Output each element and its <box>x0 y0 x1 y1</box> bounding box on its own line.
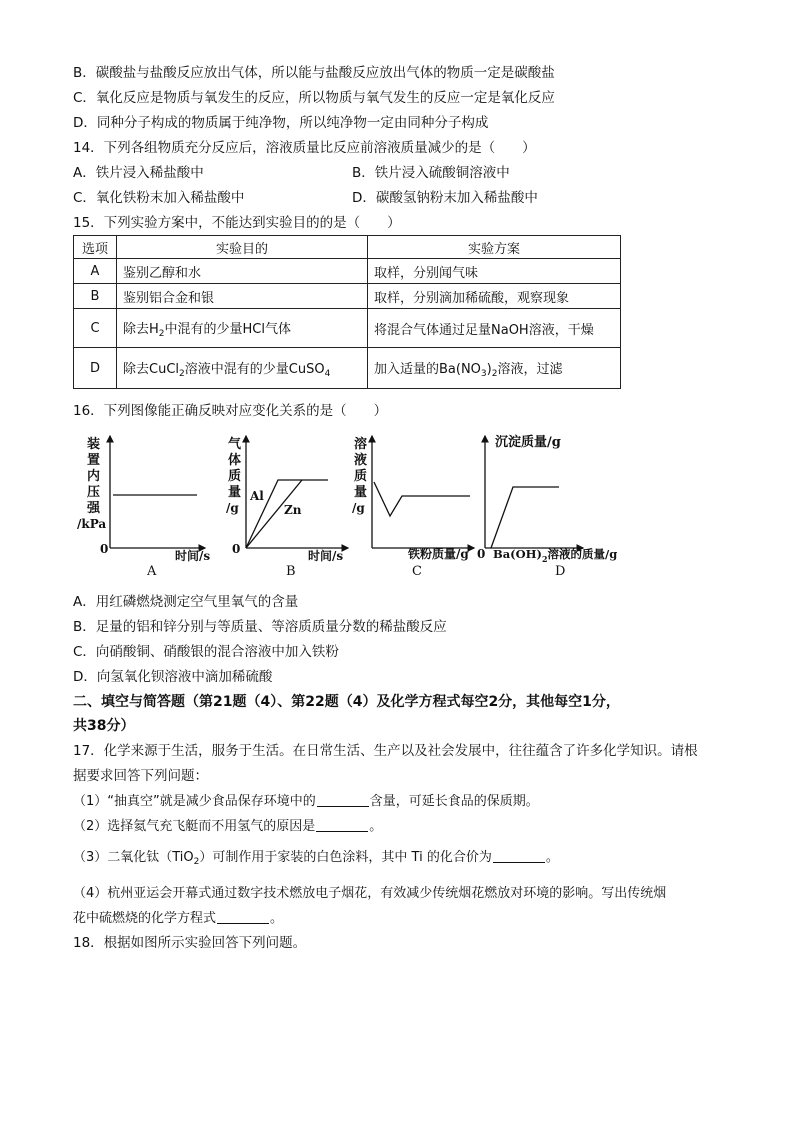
q14-option-c: C．氧化铁粉末加入稀盐酸中 <box>73 190 245 206</box>
svg-text:/g: /g <box>226 501 239 515</box>
svg-text:气: 气 <box>228 437 242 452</box>
q15-stem: 15．下列实验方案中，不能达到实验目的的是（ ） <box>73 215 401 231</box>
graph-d-curve <box>491 487 559 548</box>
table-header-row <box>74 236 621 259</box>
graph-c-tag: C <box>412 564 422 579</box>
q14-stem: 14．下列各组物质充分反应后，溶液质量比反应前溶液质量减少的是（ ） <box>73 140 536 156</box>
answer-blank[interactable] <box>316 817 368 832</box>
graph-b-label-al: Al <box>250 489 264 503</box>
graph-d <box>477 432 637 582</box>
row-goal: 除去CuCl$_2$溶液中混有的少量CuSO$_4$ <box>117 348 368 389</box>
svg-text:装: 装 <box>87 437 101 452</box>
q15-table <box>73 235 621 389</box>
svg-text:溶: 溶 <box>354 437 368 452</box>
graph-d-xlabel: $Ba(OH)_2$溶液的质量/g <box>493 547 618 564</box>
graph-a-tag: A <box>147 564 157 579</box>
svg-text:质: 质 <box>228 469 242 484</box>
graph-b-origin: 0 <box>232 542 241 556</box>
q17-part1: （1）“抽真空”就是减少食品保存环境中的 含量，可延长食品的保质期。 <box>73 794 539 809</box>
table-row <box>74 259 621 284</box>
row-option: A <box>74 259 117 284</box>
q17-part4: （4）杭州亚运会开幕式通过数字技术燃放电子烟花，有效减少传统烟花燃放对环境的影响。写出传统烟 <box>73 886 667 901</box>
svg-text:体: 体 <box>228 453 242 468</box>
graph-b-xlabel: 时间/s <box>308 549 344 563</box>
svg-text:量: 量 <box>354 485 368 500</box>
graph-b-label-zn: Zn <box>284 503 302 517</box>
q16-option-a: A．用红磷燃烧测定空气里氧气的含量 <box>73 594 299 610</box>
q17-part4-cont: 花中硫燃烧的化学方程式 。 <box>73 911 284 926</box>
row-goal: 鉴别乙醇和水 <box>117 259 368 284</box>
svg-text:内: 内 <box>87 469 101 484</box>
svg-text:/g: /g <box>352 501 365 515</box>
header-goal: 实验目的 <box>117 236 368 259</box>
header-plan: 实验方案 <box>368 236 621 259</box>
answer-blank[interactable] <box>317 792 369 807</box>
svg-text:强: 强 <box>87 501 101 516</box>
graph-c <box>352 432 477 582</box>
row-plan: 加入适量的$Ba(NO_3)_2$溶液，过滤 <box>368 348 621 389</box>
row-plan: 取样，分别滴加稀硫酸，观察现象 <box>368 284 621 309</box>
svg-text:压: 压 <box>87 485 101 500</box>
q17-stem: 17．化学来源于生活，服务于生活。在日常生活、生产以及社会发展中，往往蕴含了许多化学知识。请根 <box>73 743 698 759</box>
q16-option-d: D．向氢氧化钡溶液中滴加稀硫酸 <box>73 669 273 685</box>
option-d-prev: D．同种分子构成的物质属于纯净物，所以纯净物一定由同种分子构成 <box>73 115 489 131</box>
graph-b <box>220 432 355 582</box>
option-c-prev: C．氧化反应是物质与氧发生的反应，所以物质与氧气发生的反应一定是氧化反应 <box>73 90 555 106</box>
q16-option-b: B．足量的铝和锌分别与等质量、等溶质质量分数的稀盐酸反应 <box>73 619 447 635</box>
table-row <box>74 309 621 348</box>
graph-b-tag: B <box>286 564 296 579</box>
svg-text:/kPa: /kPa <box>77 517 107 531</box>
graph-a-xlabel: 时间/s <box>175 549 210 563</box>
graph-a <box>75 432 210 582</box>
answer-blank[interactable] <box>217 909 269 924</box>
row-plan: 取样，分别闻气味 <box>368 259 621 284</box>
row-option: B <box>74 284 117 309</box>
row-goal: 鉴别铝合金和银 <box>117 284 368 309</box>
row-option: D <box>74 348 117 389</box>
q14-option-b: B．铁片浸入硫酸铜溶液中 <box>352 165 510 181</box>
graph-a-origin: 0 <box>100 542 109 556</box>
section-heading: 二、填空与简答题（第21题（4）、第22题（4）及化学方程式每空2分，其他每空1分， <box>73 694 620 710</box>
q18-stem: 18．根据如图所示实验回答下列问题。 <box>73 935 307 951</box>
q16-stem: 16．下列图像能正确反映对应变化关系的是（ ） <box>73 403 388 419</box>
svg-text:量: 量 <box>228 485 242 500</box>
option-b-prev: B．碳酸盐与盐酸反应放出气体，所以能与盐酸反应放出气体的物质一定是碳酸盐 <box>73 65 555 81</box>
svg-text:质: 质 <box>354 469 368 484</box>
section-heading-cont: 共38分） <box>73 718 135 734</box>
row-option: C <box>74 309 117 348</box>
graph-c-curve <box>374 482 470 516</box>
row-goal: 除去$H_2$中混有的少量HCl气体 <box>117 309 368 348</box>
q14-option-d: D．碳酸氢钠粉末加入稀盐酸中 <box>352 190 538 206</box>
graph-c-xlabel: 铁粉质量/g <box>408 547 469 561</box>
q17-part2: （2）选择氦气充飞艇而不用氢气的原因是 。 <box>73 819 383 834</box>
svg-text:液: 液 <box>354 453 368 468</box>
graph-d-ylabel: 沉淀质量/g <box>495 435 561 450</box>
graph-b-ylabel <box>226 436 242 515</box>
graph-d-tag: D <box>555 564 566 579</box>
graph-c-ylabel <box>352 436 367 515</box>
table-row <box>74 348 621 389</box>
q14-option-a: A．铁片浸入稀盐酸中 <box>73 165 204 181</box>
q16-option-c: C．向硝酸铜、硝酸银的混合溶液中加入铁粉 <box>73 644 339 660</box>
graph-a-ylabel <box>77 436 106 531</box>
header-option: 选项 <box>74 236 117 259</box>
row-plan: 将混合气体通过足量NaOH溶液，干燥 <box>368 309 621 348</box>
graph-d-origin: 0 <box>477 547 486 561</box>
q17-part3: （3）二氧化钛（TiO$_2$）可制作用于家装的白色涂料，其中 Ti 的化合价为 。 <box>73 850 559 867</box>
answer-blank[interactable] <box>493 848 545 863</box>
svg-text:置: 置 <box>87 453 101 468</box>
q17-stem-cont: 据要求回答下列问题： <box>73 768 208 784</box>
table-row <box>74 284 621 309</box>
